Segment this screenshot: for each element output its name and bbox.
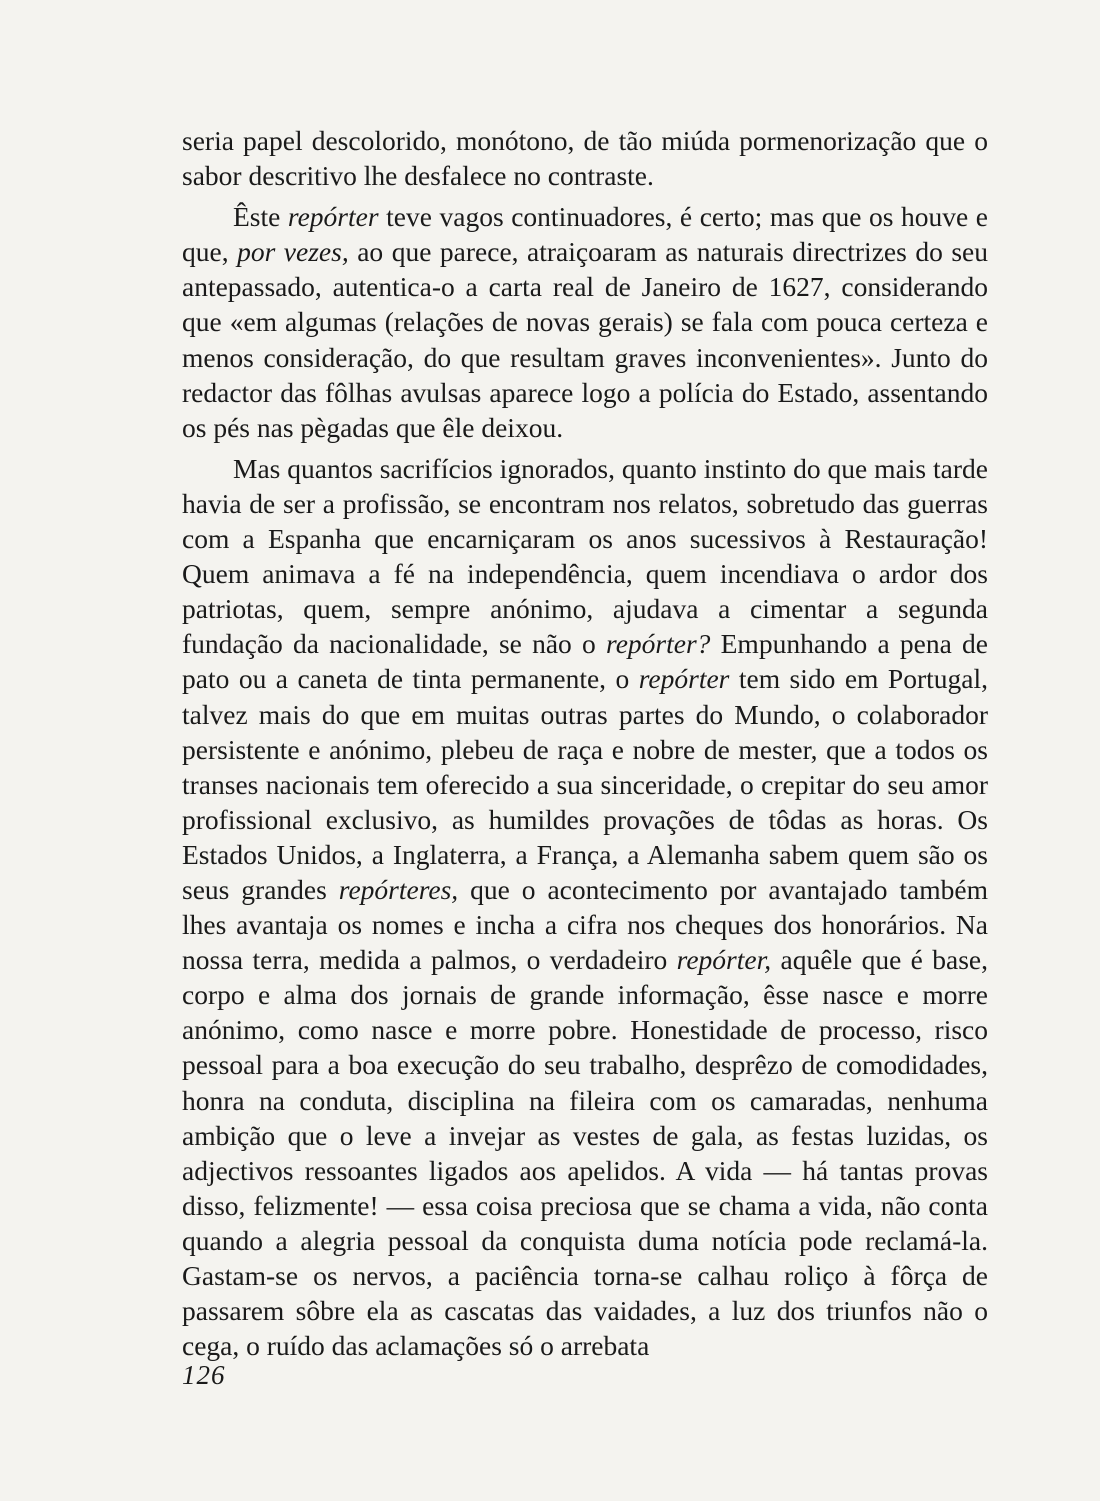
text-run: aquêle que é base, corpo e alma dos jornais de grande informação, êsse nasce e morre anónimo, como nasce e morre pobre. Honestidade de processo, risco pessoal para a boa execução do seu trabalho, desprêzo de comodidades, honra na conduta, disciplina na fileira com os camaradas, nenhuma ambição que o leve a invejar as vestes de gala, as festas luzidas, os adjectivos ressoantes ligados aos apelidos. A vida — há tantas provas disso, felizmente! — essa coisa preciosa que se chama a vida, não conta quando a alegria pessoal da conquista duma notícia pode reclamá-la. Gastam-se os nervos, a paciência torna-se calhau roliço à fôrça de passarem sôbre ela as cascatas das vaidades, a luz dos triunfos não o cega, o ruído das aclamações só o arrebata — [182, 944, 988, 1362]
page-number: 126 — [182, 1360, 226, 1390]
italic-term: repórter, — [676, 944, 772, 976]
text-run: seria papel descolorido, monótono, de tão miúda pormenorização que o sabor descritivo lhe desfalece no contraste. — [182, 125, 988, 192]
text-run: Mas quantos sacrifícios ignorados, quanto instinto do que mais tarde havia de ser a profissão, se encontram nos relatos, sobretudo das guerras com a Espanha que encarniçaram os anos sucessivos à Restauração! Quem animava a fé na independência, quem incendiava o ardor dos patriotas, quem, sempre anónimo, ajudava a cimentar a segunda fundação da nacionalidade, se não o — [182, 452, 988, 660]
italic-term: repórter — [638, 663, 730, 695]
body-text — [182, 123, 988, 1363]
paragraph-1 — [182, 123, 988, 193]
italic-term: repórteres, — [338, 873, 459, 905]
text-run: que o acontecimento por avantajado também lhes avantaja os nomes e incha a cifra nos cheques dos honorários. Na nossa terra, medida a palmos, o verdadeiro — [182, 873, 988, 976]
italic-term: por vezes, — [237, 236, 349, 268]
text-run: Empunhando a pena de pato ou a caneta de tinta permanente, o — [182, 628, 989, 695]
italic-term: repórter — [287, 201, 379, 233]
paragraph-2 — [182, 199, 988, 445]
italic-term: repórter? — [606, 628, 711, 660]
text-run: ao que parece, atraiçoaram as naturais directrizes do seu antepassado, autentica-o a carta real de Janeiro de 1627, considerando que «em algumas (relações de novas gerais) se fala com pouca certeza e menos consideração, do que resultam graves inconvenientes». Junto do redactor das fôlhas avulsas aparece logo a polícia do Estado, assentando os pés nas pègadas que êle deixou. — [182, 236, 988, 443]
paragraph-3 — [182, 451, 988, 1363]
text-run: tem sido em Portugal, talvez mais do que em muitas outras partes do Mundo, o colaborador persistente e anónimo, plebeu de raça e nobre de mester, que a todos os transes nacionais tem oferecido a sua sinceridade, o crepitar do seu amor profissional exclusivo, as humildes provações de tôdas as horas. Os Estados Unidos, a Inglaterra, a França, a Alemanha sabem quem são os seus grandes — [182, 663, 988, 905]
text-run: Êste — [233, 201, 288, 233]
text-run: teve vagos continuadores, é certo; mas que os houve e que, — [182, 201, 988, 268]
